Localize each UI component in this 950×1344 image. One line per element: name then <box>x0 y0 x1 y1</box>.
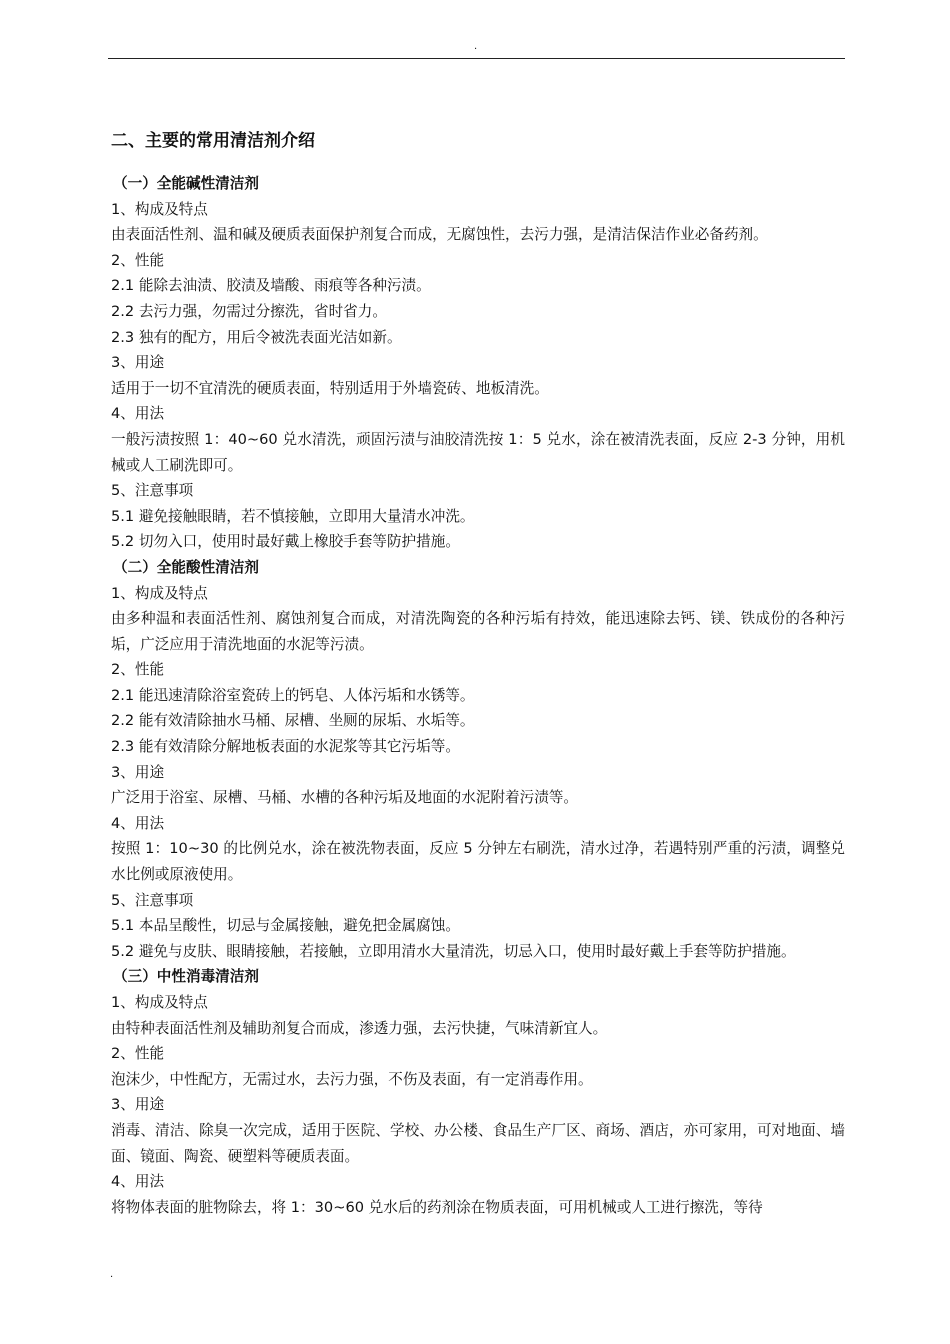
text-line: 5、注意事项 <box>111 891 194 909</box>
header-rule <box>108 58 845 59</box>
text-line: 5、注意事项 <box>111 482 194 500</box>
text-line: 4、用法 <box>111 405 165 423</box>
text-line: 由特种表面活性剂及辅助剂复合而成，渗透力强，去污快捷，气味清新宜人。 <box>111 1019 608 1037</box>
text-line: 泡沫少，中性配方，无需过水，去污力强，不伤及表面，有一定消毒作用。 <box>111 1070 593 1088</box>
text-line: 5.1 避免接触眼睛，若不慎接触，立即用大量清水冲洗。 <box>111 507 475 525</box>
section-heading: （一）全能碱性清洁剂 <box>113 175 259 192</box>
text-line: 1、构成及特点 <box>111 994 208 1011</box>
text-line: 4、用法 <box>111 1173 165 1191</box>
text-line: 2、性能 <box>111 661 165 679</box>
text-line: 4、用法 <box>111 814 165 832</box>
section-heading: （三）中性消毒清洁剂 <box>113 968 259 986</box>
text-line: 2.3 能有效清除分解地板表面的水泥浆等其它污垢等。 <box>111 738 460 756</box>
document-body <box>111 128 845 1220</box>
text-line: 由表面活性剂、温和碱及硬质表面保护剂复合而成，无腐蚀性，去污力强，是清洁保洁作业必备药剂。 <box>111 226 768 244</box>
body-paragraph: 由多种温和表面活性剂、腐蚀剂复合而成，对清洗陶瓷的各种污垢有持效，能迅速除去钙、镁、铁成份的各种污垢，广泛应用于清洗地面的水泥等污渍。 <box>111 610 845 653</box>
text-line: 2、性能 <box>111 1045 165 1063</box>
text-line: 5.2 切勿入口，使用时最好戴上橡胶手套等防护措施。 <box>111 533 460 551</box>
text-line: 1、构成及特点 <box>111 200 208 218</box>
text-line: 3、用途 <box>111 1096 165 1114</box>
text-line: 2.1 能除去油渍、胶渍及墙酸、雨痕等各种污渍。 <box>111 277 431 295</box>
text-line: 1、构成及特点 <box>111 584 208 602</box>
text-line: 2.3 独有的配方，用后令被洗表面光洁如新。 <box>111 328 402 346</box>
text-line: 广泛用于浴室、尿槽、马桶、水槽的各种污垢及地面的水泥附着污渍等。 <box>111 789 579 807</box>
body-paragraph: 消毒、清洁、除臭一次完成，适用于医院、学校、办公楼、食品生产厂区、商场、酒店，亦可家用，可对地面、墙面、镜面、陶瓷、硬塑料等硬质表面。 <box>111 1121 845 1165</box>
text-line: 适用于一切不宜清洗的硬质表面，特别适用于外墙瓷砖、地板清洗。 <box>111 379 549 397</box>
text-line: 2.2 去污力强，勿需过分擦洗，省时省力。 <box>111 302 387 320</box>
text-line: 2.1 能迅速清除浴室瓷砖上的钙皂、人体污垢和水锈等。 <box>111 686 475 704</box>
text-line: 5.1 本品呈酸性，切忌与金属接触，避免把金属腐蚀。 <box>111 917 460 935</box>
text-line: 2.2 能有效清除抽水马桶、尿槽、坐厕的尿垢、水垢等。 <box>111 712 475 730</box>
body-paragraph: 按照 1：10~30 的比例兑水，涂在被洗物表面，反应 5 分钟左右刷洗，清水过净，若遇特别严重的污渍，调整兑水比例或原液使用。 <box>111 840 845 884</box>
footer-mark: . <box>110 1269 114 1280</box>
text-line: 3、用途 <box>111 354 165 372</box>
header-mark: . <box>474 41 478 52</box>
text-line: 3、用途 <box>111 763 165 781</box>
page-title: 二、主要的常用清洁剂介绍 <box>111 131 315 151</box>
section-heading: （二）全能酸性清洁剂 <box>113 558 259 576</box>
body-paragraph: 5.2 避免与皮肤、眼睛接触，若接触，立即用清水大量清洗，切忌入口，使用时最好戴上手套等防护措施。 <box>111 942 796 960</box>
body-paragraph: 一般污渍按照 1：40~60 兑水清洗，顽固污渍与油胶清洗按 1：5 兑水，涂在被清洗表面，反应 2-3 分钟，用机械或人工刷洗即可。 <box>111 430 845 474</box>
text-line: 2、性能 <box>111 251 165 269</box>
text-line: 将物体表面的脏物除去，将 1：30~60 兑水后的药剂涂在物质表面，可用机械或人工进行擦洗，等待 <box>111 1198 763 1216</box>
